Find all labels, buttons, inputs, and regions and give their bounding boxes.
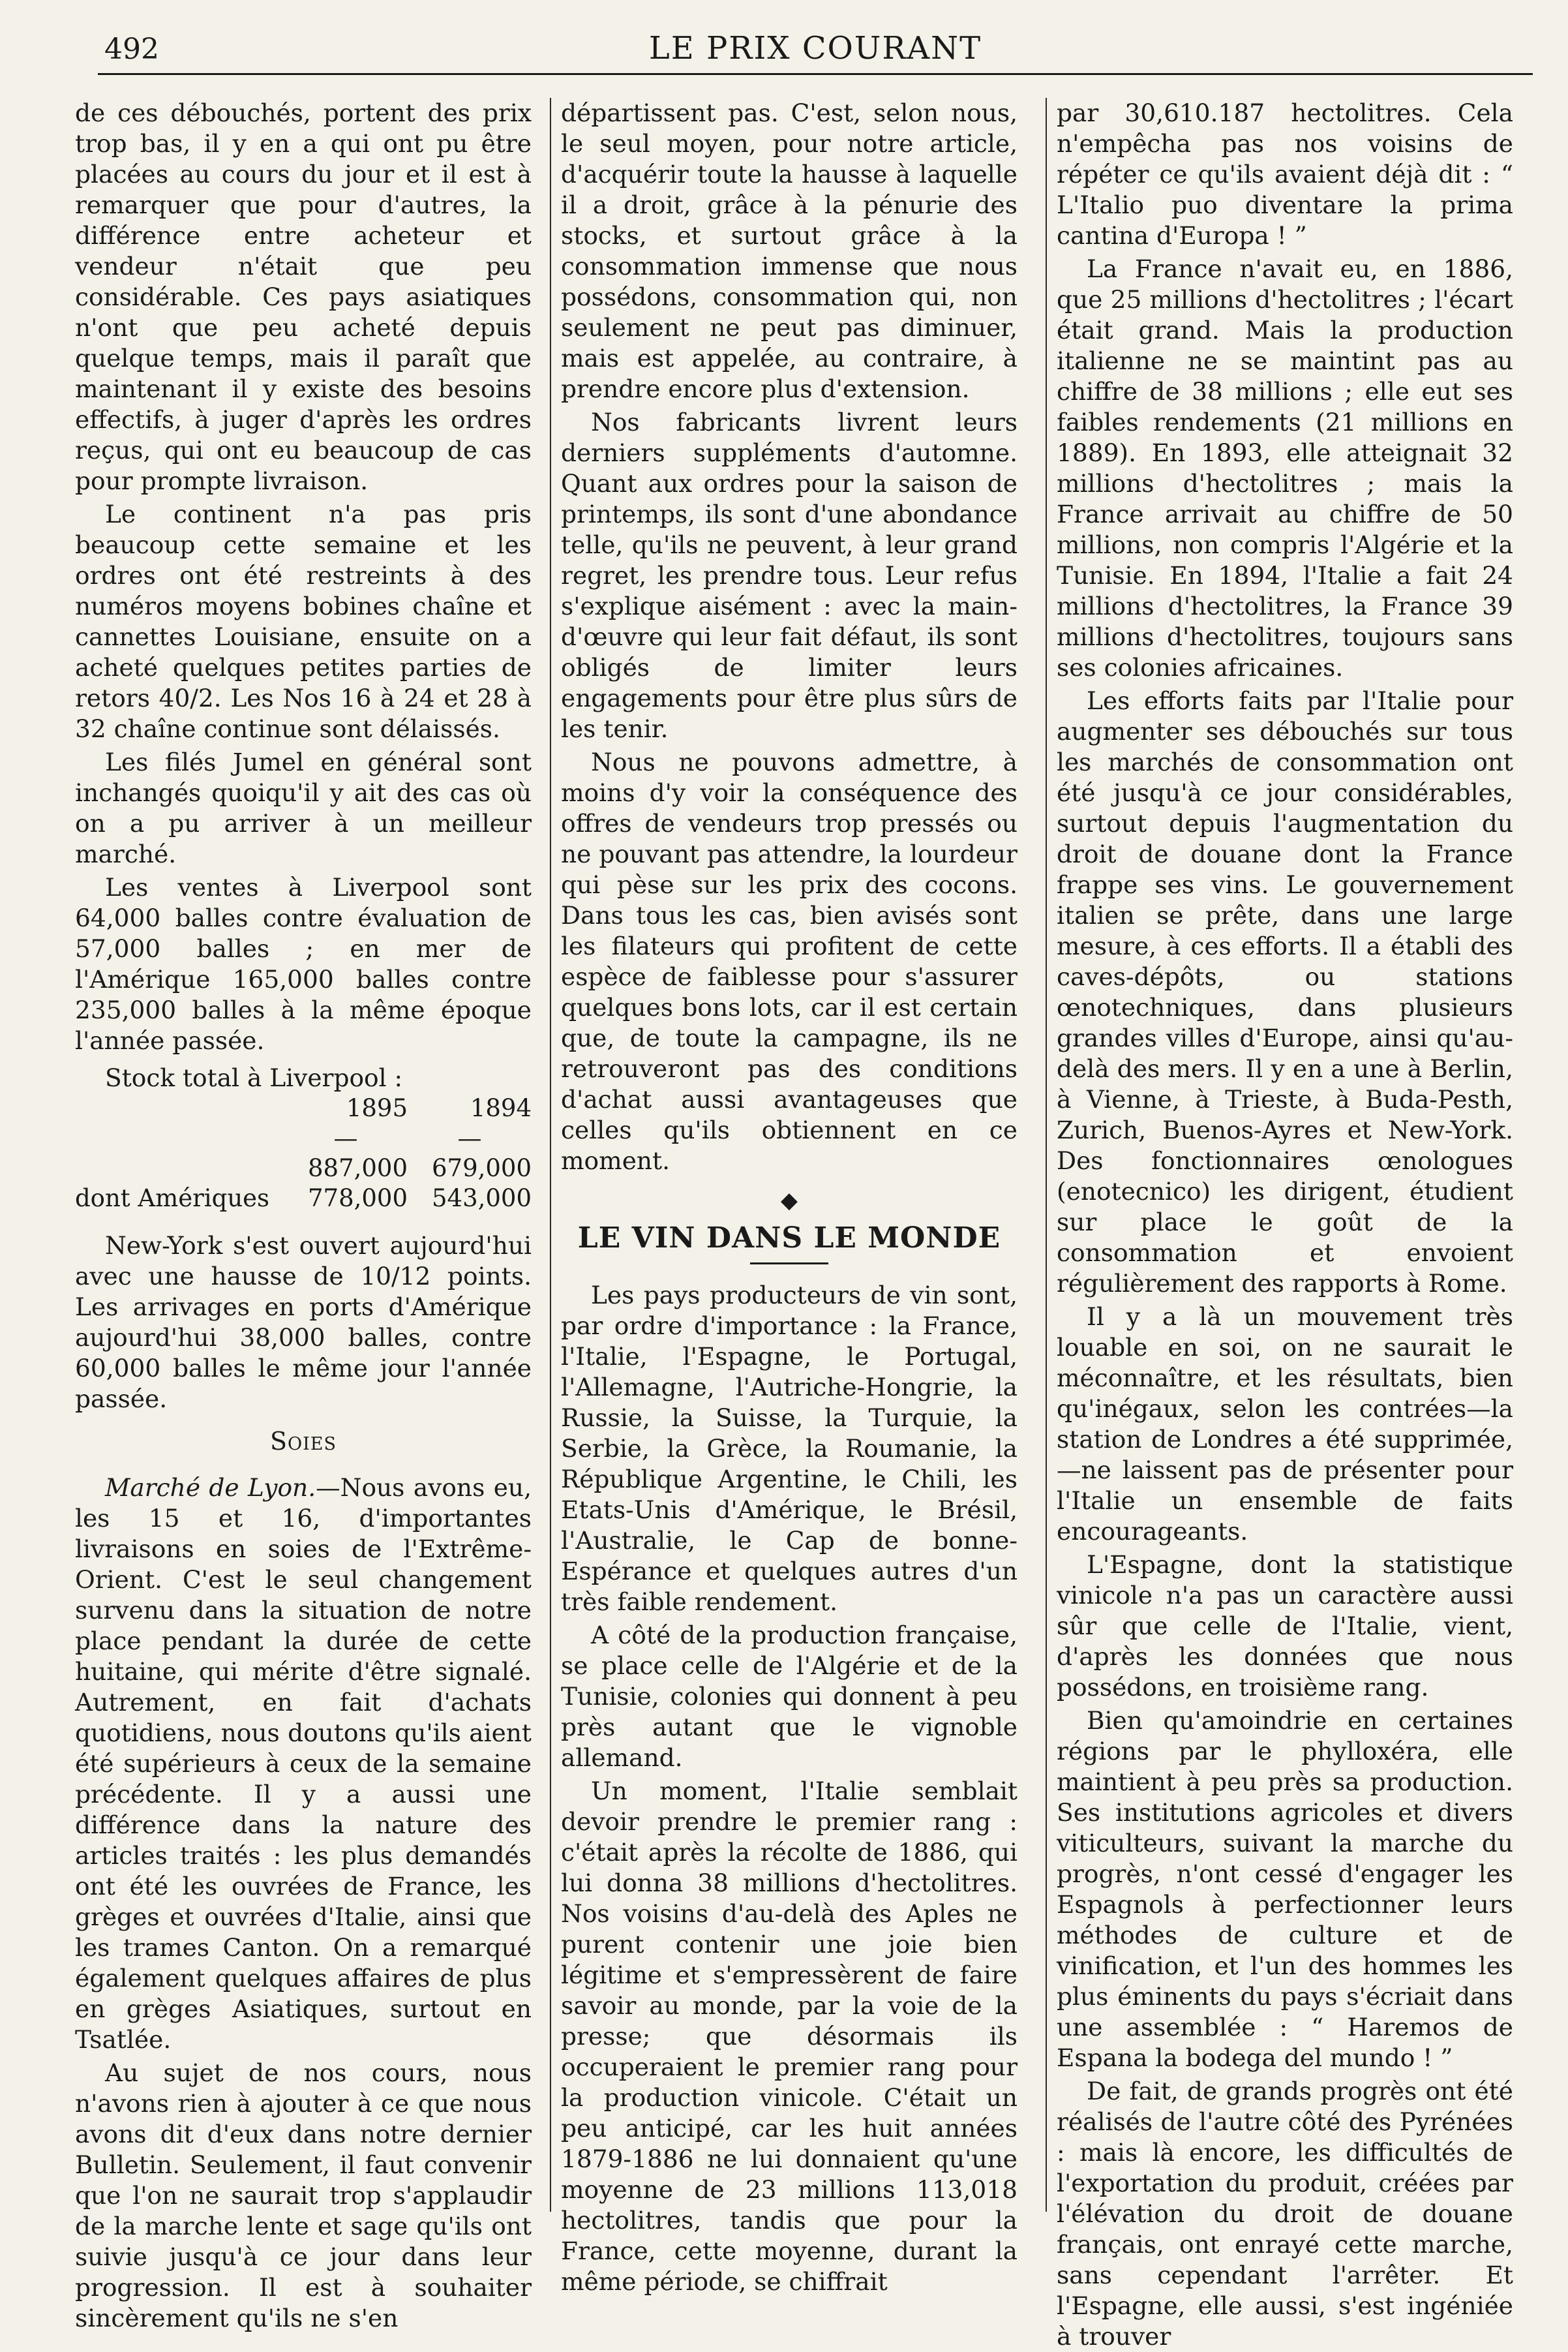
paragraph: Il y a là un mouvement très louable en soi, on ne saurait le méconnaître, et les résultats, bien qu'inégaux, selon les contrées—la station de Londres a été supprimée,—ne laissent pas de présenter pour l'Italie un ensemble de faits encourageants. — [1057, 1302, 1513, 1546]
column-divider — [550, 98, 551, 2212]
paragraph: de ces débouchés, portent des prix trop bas, il y en a qui ont pu être placées au cours du jour et il est à remarquer que pour d'autres, la différence entre acheteur et vendeur n'était que peu considérable. Ces pays asiatiques n'ont que peu acheté depuis quelque temps, mais il paraît que maintenant il y existe des besoins effectifs, à juger d'après les ordres reçus, qui ont eu beaucoup de cas pour prompte livraison. — [75, 99, 532, 495]
paragraph: Nos fabricants livrent leurs derniers suppléments d'automne. Quant aux ordres pour la saison de printemps, ils sont d'une abondance telle, qu'ils ne peuvent, à leur grand regret, les prendre tous. Leur refus s'explique aisément : avec la main-d'œuvre qui leur fait défaut, ils sont obligés de limiter leurs engagements pour être plus sûrs de les tenir. — [561, 408, 1018, 743]
paragraph: A côté de la production française, se place celle de l'Algérie et de la Tunisie, colonies qui donnent à peu près autant que le vignoble allemand. — [561, 1621, 1018, 1772]
paragraph: De fait, de grands progrès ont été réalisés de l'autre côté des Pyrénées : mais là encore, les difficultés de l'exportation du produit, créées par l'élévation du droit de douane français, ont enrayé cette marche, sans cependant l'arrêter. Et l'Espagne, elle aussi, s'est ingéniée à trouver — [1057, 2077, 1513, 2351]
stock-total-1895: 887,000 — [307, 1154, 408, 1182]
section-heading-soies: Soies — [269, 1427, 337, 1456]
stock-americas-1894: 543,000 — [431, 1184, 532, 1212]
paragraph-lyon — [75, 1473, 532, 2055]
paragraph-text: —Nous avons eu, les 15 et 16, d'importantes livraisons en soies de l'Extrême-Orient. C'est le seul changement survenu dans la situation de notre place pendant la durée de cette huitaine, qui mérite d'être signalé. Autrement, en fait d'achats quotidiens, nous doutons qu'ils aient été supérieurs à ceux de la semaine précédente. Il y a aussi une différence dans la nature des articles traités : les plus demandés ont été les ouvrées de France, les grèges et ouvrées d'Italie, ainsi que les trames Canton. On a remarqué également quelques affaires de plus en grèges Asiatiques, surtout en Tsatlée. — [75, 1473, 532, 2054]
paragraph: Nous ne pouvons admettre, à moins d'y voir la conséquence des offres de vendeurs trop pressés ou ne pouvant pas attendre, la lourdeur qui pèse sur les prix des cocons. Dans tous les cas, bien avisés sont les filateurs qui profitent de cette espèce de faiblesse pour s'assurer quelques bons lots, car il est certain que, de toute la campagne, ils ne retrouveront pas des conditions d'achat aussi avantageuses que celles qu'ils obtiennent en ce moment. — [561, 748, 1018, 1175]
stock-dash: — — [333, 1124, 358, 1152]
article-title: LE VIN DANS LE MONDE — [577, 1221, 1001, 1255]
paragraph: L'Espagne, dont la statistique vinicole n'a pas un caractère aussi sûr que celle de l'Italie, vient, d'après les données que nous possédons, en troisième rang. — [1057, 1550, 1513, 1702]
stock-dash: — — [457, 1124, 482, 1152]
stock-americas-1895: 778,000 — [307, 1184, 408, 1212]
paragraph: Les efforts faits par l'Italie pour augmenter ses débouchés sur tous les marchés de consommation ont été jusqu'à ce jour considérables, surtout depuis l'augmentation du droit de douane dont la France frappe ses vins. Le gouvernement italien se prête, dans une large mesure, à ces efforts. Il a établi des caves-dépôts, ou stations œnotechniques, dans plusieurs grandes villes d'Europe, ainsi qu'au-delà des mers. Il y en a une à Berlin, à Vienne, à Trieste, à Buda-Pesth, Zurich, Buenos-Ayres et New-York. Des fonctionnaires œnologues (enotecnico) les dirigent, étudient sur place le goût de la consommation et envoient régulièrement des rapports à Rome. — [1057, 686, 1513, 1298]
paragraph-lead: Marché de Lyon. — [105, 1473, 316, 1502]
journal-title: LE PRIX COURANT — [648, 30, 982, 67]
paragraph: New-York s'est ouvert aujourd'hui avec une hausse de 10/12 points. Les arrivages en ports d'Amérique aujourd'hui 38,000 balles, contre 60,000 balles le même jour l'année passée. — [75, 1231, 532, 1413]
column-3 — [1057, 98, 1513, 2351]
column-2 — [561, 98, 1018, 2296]
header-rule — [98, 73, 1533, 75]
column-1 — [75, 98, 532, 2332]
page-header — [98, 26, 1533, 72]
paragraph: Au sujet de nos cours, nous n'avons rien à ajouter à ce que nous avons dit d'eux dans notre dernier Bulletin. Seulement, il faut convenir que l'on ne saurait trop s'applaudir de la marche lente et sage qu'ils ont suivie jusqu'à ce jour dans leur progression. Il est à souhaiter sincèrement qu'ils ne s'en — [75, 2058, 532, 2332]
paragraph: Les filés Jumel en général sont inchangés quoiqu'il y ait des cas où on a pu arriver à un meilleur marché. — [75, 748, 532, 868]
ornament-icon: ◆ — [780, 1187, 798, 1214]
paragraph: départissent pas. C'est, selon nous, le seul moyen, pour notre article, d'acquérir toute la hausse à laquelle il a droit, grâce à la pénurie des stocks, et surtout grâce à la consommation immense que nous possédons, consommation qui, non seulement ne peut pas diminuer, mais est appelée, au contraire, à prendre encore plus d'extension. — [561, 99, 1018, 403]
stock-table — [75, 1093, 532, 1214]
stock-table-title: Stock total à Liverpool : — [105, 1063, 403, 1092]
paragraph: Bien qu'amoindrie en certaines régions par le phylloxéra, elle maintient à peu près sa production. Ses institutions agricoles et divers viticulteurs, suivant la marche du progrès, n'ont cessé d'engager les Espagnols à perfectionner leurs méthodes de culture et de vinification, et l'un des hommes les plus éminents du pays s'écriait dans une assemblée : “ Haremos de Espana la bodega del mundo ! ” — [1057, 1706, 1513, 2072]
paragraph: La France n'avait eu, en 1886, que 25 millions d'hectolitres ; l'écart était grand. Mais la production italienne ne se maintint pas au chiffre de 38 millions ; elle eut ses faibles rendements (21 millions en 1889). En 1893, elle atteignait 32 millions d'hectolitres ; mais la France arrivait au chiffre de 50 millions, non compris l'Algérie et la Tunisie. En 1894, l'Italie a fait 24 millions d'hectolitres, la France 39 millions d'hectolitres, toujours sans ses colonies africaines. — [1057, 254, 1513, 682]
paragraph: Les ventes à Liverpool sont 64,000 balles contre évaluation de 57,000 balles ; en mer de l'Amérique 165,000 balles contre 235,000 balles à la même époque l'année passée. — [75, 873, 532, 1055]
page-number: 492 — [104, 33, 159, 66]
paragraph: Le continent n'a pas pris beaucoup cette semaine et les ordres ont été restreints à des numéros moyens bobines chaîne et cannettes Louisiane, ensuite on a acheté quelques petites parties de retors 40/2. Les Nos 16 à 24 et 28 à 32 chaîne continue sont délaissés. — [75, 500, 532, 743]
paragraph: par 30,610.187 hectolitres. Cela n'empêcha pas nos voisins de répéter ce qu'ils avaient déjà dit : “ L'Italio puo diventare la prima cantina d'Europa ! ” — [1057, 99, 1513, 250]
stock-americas-label: dont Amériques — [75, 1184, 270, 1212]
paragraph: Les pays producteurs de vin sont, par ordre d'importance : la France, l'Italie, l'Espagne, le Portugal, l'Allemagne, l'Autriche-Hongrie, la Russie, la Suisse, la Turquie, la Serbie, la Grèce, la Roumanie, la République Argentine, le Chili, les Etats-Unis d'Amérique, le Brésil, l'Australie, le Cap de bonne-Espérance et quelques autres d'un très faible rendement. — [561, 1281, 1018, 1616]
stock-total-1894: 679,000 — [431, 1154, 532, 1182]
stock-year-1895: 1895 — [346, 1094, 408, 1122]
column-divider — [1046, 98, 1047, 2212]
paragraph: Un moment, l'Italie semblait devoir prendre le premier rang : c'était après la récolte de 1886, qui lui donna 38 millions d'hectolitres. Nos voisins d'au-delà des Aples ne purent contenir une joie bien légitime et s'empressèrent de faire savoir au monde, par la voie de la presse; que désormais ils occuperaient le premier rang pour la production vinicole. C'était un peu anticipé, car les huit années 1879-1886 ne lui donnaient qu'une moyenne de 23 millions 113,018 hectolitres, tandis que pour la France, cette moyenne, durant la même période, se chiffrait — [561, 1777, 1018, 2296]
stock-year-1894: 1894 — [470, 1094, 532, 1122]
title-rule — [750, 1262, 828, 1264]
